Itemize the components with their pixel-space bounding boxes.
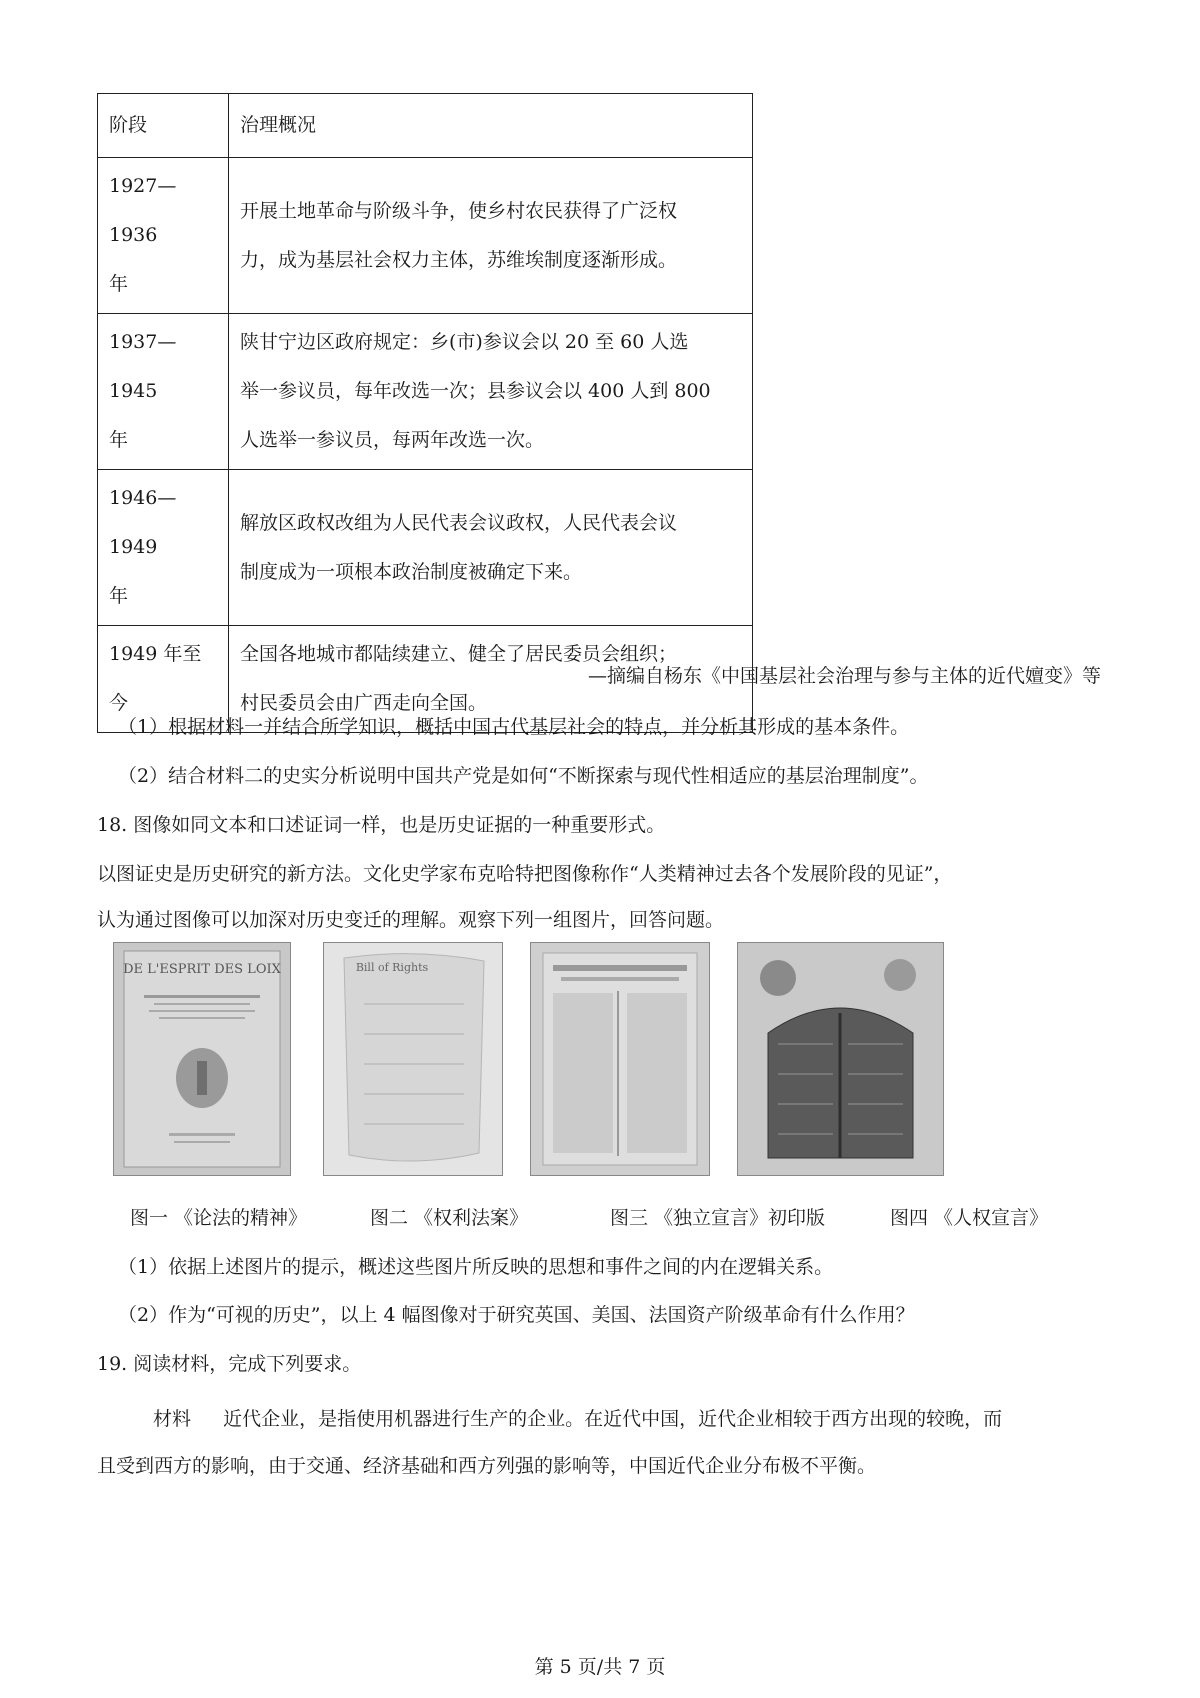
figure-caption: 图二 《权利法案》 [370,1207,529,1229]
scroll-title-text: Bill of Rights [355,961,429,974]
desc-cell [229,470,753,626]
period-line: 年 [109,429,129,451]
period-line: 1927—1936 [109,175,177,246]
q18-subquestion-1: （1）依据上述图片的提示，概述这些图片所反映的思想和事件之间的内在逻辑关系。 [118,1256,834,1278]
table-row [98,158,753,314]
q18-intro-line: 认为通过图像可以加深对历史变迁的理解。观察下列一组图片，回答问题。 [97,909,725,931]
governance-table [97,93,753,733]
period-line: 今 [109,692,129,714]
desc-cell [229,158,753,314]
material-line [97,1396,1105,1443]
desc-line: 力，成为基层社会权力主体，苏维埃制度逐渐形成。 [240,248,678,271]
period-cell [98,314,229,470]
book-cover-illustration [114,943,290,1175]
page-number: 第 5 页/共 7 页 [534,1656,666,1678]
q19-stem: 19. 阅读材料，完成下列要求。 [97,1353,362,1375]
figure-declaration-of-independence-image [530,942,710,1176]
period-line: 1946—1949 [109,487,177,558]
tablets-illustration [738,943,943,1175]
header-overview: 治理概况 [229,94,753,158]
printed-document-illustration [531,943,709,1175]
period-line: 年 [109,273,129,295]
period-cell [98,470,229,626]
table-row [98,314,753,470]
desc-line: 举一参议员，每年改选一次；县参议会以 400 人到 800 [240,380,711,402]
figure-caption: 图一 《论法的精神》 [130,1207,308,1229]
desc-line: 开展土地革命与阶级斗争，使乡村农民获得了广泛权 [240,199,678,222]
period-line: 1949 年至 [109,643,202,665]
q18-subquestion-2: （2）作为“可视的历史”，以上 4 幅图像对于研究英国、美国、法国资产阶级革命有什么作用？ [118,1304,915,1326]
table-header-row [98,94,753,158]
scroll-illustration [324,943,502,1175]
period-line: 年 [109,585,129,607]
book-title-text: DE L'ESPRIT DES LOIX [123,962,281,977]
desc-line: 陕甘宁边区政府规定：乡(市)参议会以 20 至 60 人选 [240,331,689,353]
figure-caption: 图三 《独立宣言》初印版 [610,1207,826,1229]
q19-material [97,1396,1105,1490]
material-text: 近代企业，是指使用机器进行生产的企业。在近代中国，近代企业相较于西方出现的较晚，而 [223,1408,1003,1430]
q17-subquestion-1: （1）根据材料一并结合所学知识，概括中国古代基层社会的特点，并分析其形成的基本条件。 [118,716,910,738]
desc-line: 制度成为一项根本政治制度被确定下来。 [240,560,583,583]
figure-spirit-of-laws-image [113,942,291,1176]
period-cell [98,158,229,314]
q18-intro-line: 以图证史是历史研究的新方法。文化史学家布克哈特把图像称作“人类精神过去各个发展阶段的见证”， [97,863,953,885]
desc-line: 解放区政权改组为人民代表会议政权，人民代表会议 [240,511,678,534]
header-stage: 阶段 [98,94,229,158]
desc-line: 全国各地城市都陆续建立、健全了居民委员会组织； [240,643,678,665]
material-label: 材料 [153,1408,192,1430]
q18-stem: 18. 图像如同文本和口述证词一样，也是历史证据的一种重要形式。 [97,814,666,836]
period-line: 1937—1945 [109,331,177,402]
q17-subquestion-2: （2）结合材料二的史实分析说明中国共产党是如何“不断探索与现代性相适应的基层治理制度”。 [118,765,929,787]
desc-line: 人选举一参议员，每两年改选一次。 [240,429,545,451]
figure-declaration-of-rights-of-man-image [737,942,944,1176]
figure-bill-of-rights-image [323,942,503,1176]
material-line: 且受到西方的影响，由于交通、经济基础和西方列强的影响等，中国近代企业分布极不平衡。 [97,1455,877,1477]
source-citation: —摘编自杨东《中国基层社会治理与参与主体的近代嬗变》等 [587,665,1101,687]
table-row [98,470,753,626]
desc-cell [229,314,753,470]
figure-caption: 图四 《人权宣言》 [890,1207,1049,1229]
desc-line: 村民委员会由广西走向全国。 [240,692,488,714]
